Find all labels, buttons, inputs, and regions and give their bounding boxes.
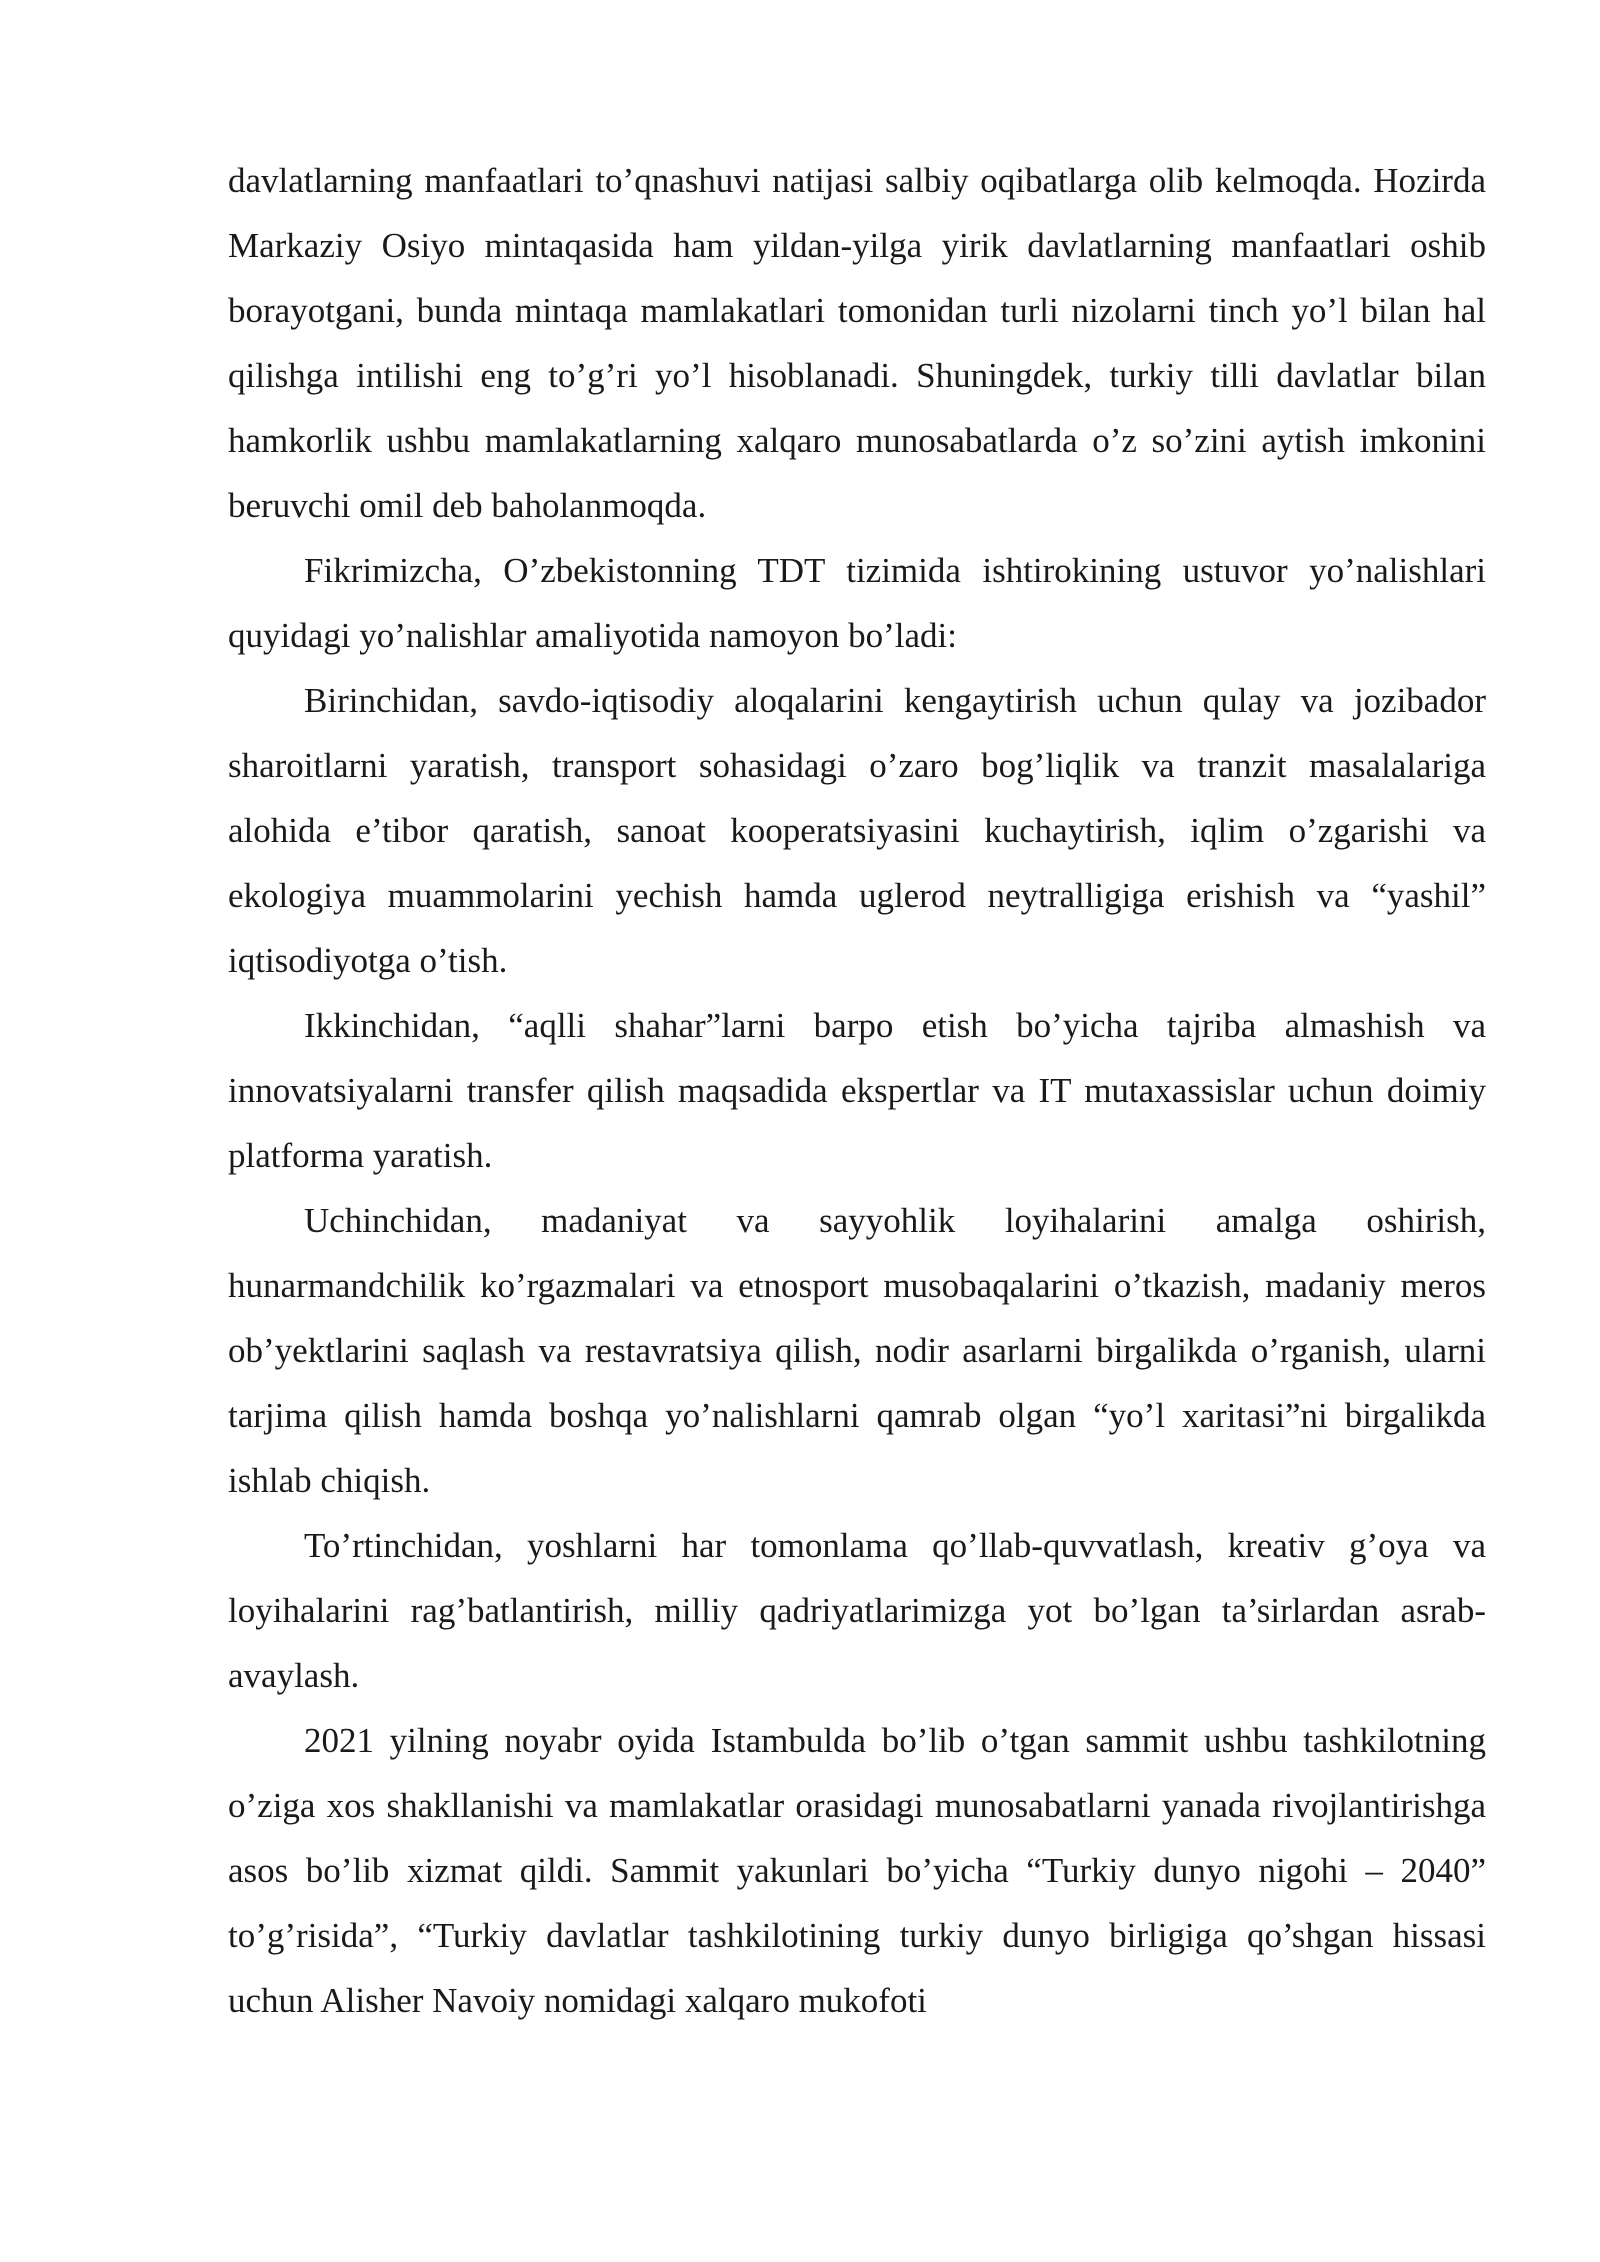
paragraph-first-priority: Birinchidan, savdo-iqtisodiy aloqalarini kengaytirish uchun qulay va jozibador sharoitlarni yaratish, transport sohasidagi o’zaro bog’liqlik va tranzit masalalariga alohida e’tibor qaratish, sanoat kooperatsiyasini kuchaytirish, iqlim o’zgarishi va ekologiya muammolarini yechish hamda uglerod neytralligiga erishish va “yashil” iqtisodiyotga o’tish. bbox=[228, 681, 1486, 980]
paragraph-priorities-intro: Fikrimizcha, O’zbekistonning TDT tizimida ishtirokining ustuvor yo’nalishlari quyidagi yo’nalishlar amaliyotida namoyon bo’ladi: bbox=[228, 551, 1486, 655]
paragraph-summit-2021: 2021 yilning noyabr oyida Istambulda bo’lib o’tgan sammit ushbu tashkilotning o’ziga xos shakllanishi va mamlakatlar orasidagi munosabatlarni yanada rivojlantirishga asos bo’lib xizmat qildi. Sammit yakunlari bo’yicha “Turkiy dunyo nigohi – 2040” to’g’risida”, “Turkiy davlatlar tashkilotining turkiy dunyo birligiga qo’shgan hissasi uchun Alisher Navoiy nomidagi xalqaro mukofoti bbox=[228, 1721, 1486, 2020]
document-page bbox=[228, 148, 1486, 2033]
paragraph-third-priority: Uchinchidan, madaniyat va sayyohlik loyihalarini amalga oshirish, hunarmandchilik ko’rgazmalari va etnosport musobaqalarini o’tkazish, madaniy meros ob’yektlarini saqlash va restavratsiya qilish, nodir asarlarni birgalikda o’rganish, ularni tarjima qilish hamda boshqa yo’nalishlarni qamrab olgan “yo’l xaritasi”ni birgalikda ishlab chiqish. bbox=[228, 1201, 1486, 1500]
paragraph-fourth-priority: To’rtinchidan, yoshlarni har tomonlama qo’llab-quvvatlash, kreativ g’oya va loyihalarini rag’batlantirish, milliy qadriyatlarimizga yot bo’lgan ta’sirlardan asrab-avaylash. bbox=[228, 1526, 1486, 1695]
paragraph-intro-continuation: davlatlarning manfaatlari to’qnashuvi natijasi salbiy oqibatlarga olib kelmoqda. Hozirda Markaziy Osiyo mintaqasida ham yildan-yilga yirik davlatlarning manfaatlari oshib borayotgani, bunda mintaqa mamlakatlari tomonidan turli nizolarni tinch yo’l bilan hal qilishga intilishi eng to’g’ri yo’l hisoblanadi. Shuningdek, turkiy tilli davlatlar bilan hamkorlik ushbu mamlakatlarning xalqaro munosabatlarda o’z so’zini aytish imkonini beruvchi omil deb baholanmoqda. bbox=[228, 161, 1486, 525]
paragraph-second-priority: Ikkinchidan, “aqlli shahar”larni barpo etish bo’yicha tajriba almashish va innovatsiyalarni transfer qilish maqsadida ekspertlar va IT mutaxassislar uchun doimiy platforma yaratish. bbox=[228, 1006, 1486, 1175]
